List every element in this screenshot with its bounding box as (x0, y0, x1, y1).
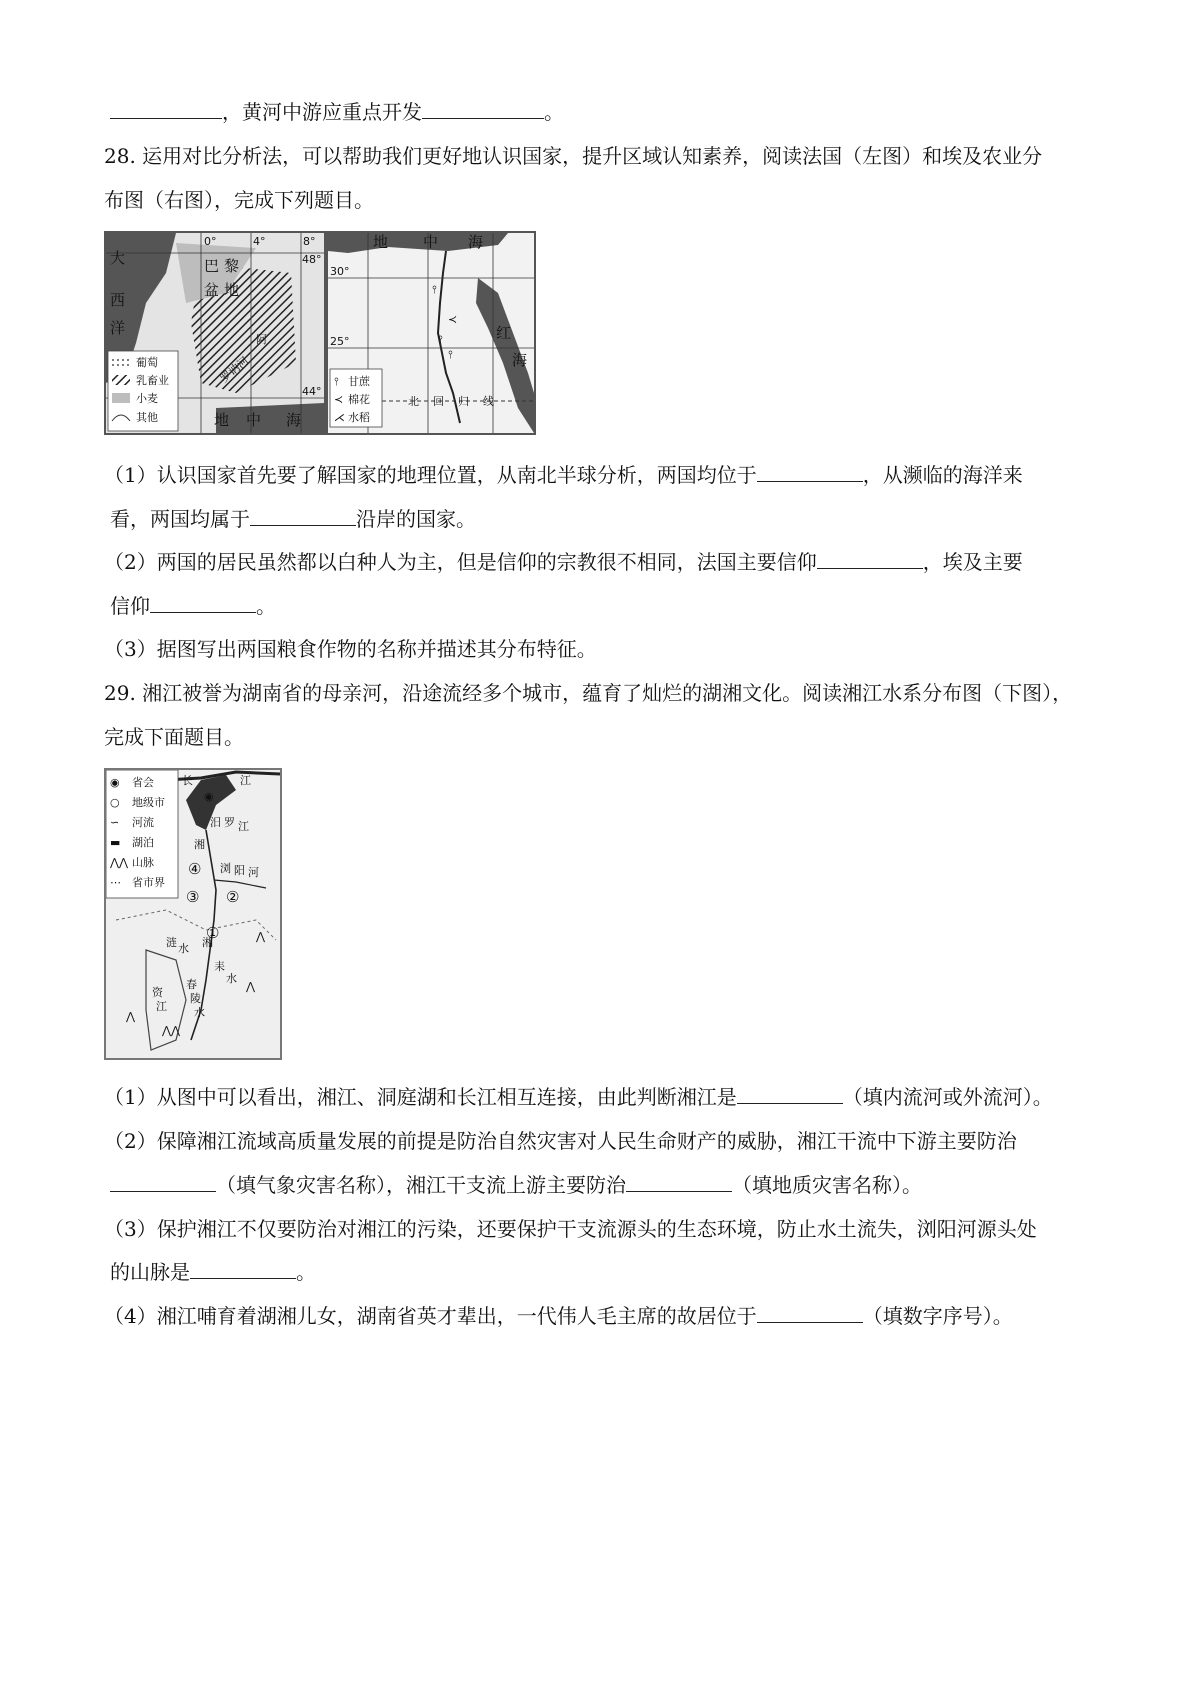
map-label: 江 (238, 820, 249, 833)
map-label: 罗讷河 (217, 354, 252, 386)
map-label: 陵 (190, 992, 201, 1005)
coord-label: 8° (303, 235, 316, 248)
map-label: 地 (373, 233, 389, 251)
egypt-agriculture-map (326, 231, 536, 435)
map-label: 湘 (194, 838, 205, 851)
dairy-legend-icon (112, 375, 130, 385)
q29-part1: （1）从图中可以看出，湘江、洞庭湖和长江相互连接，由此判断湘江是 （填内流河或外流河）。 (104, 1085, 1053, 1109)
map-label: 阿 (256, 333, 267, 346)
map-label: 水 (178, 942, 189, 955)
svg-text:省会: 省会 (132, 776, 154, 789)
wheat-legend-icon (112, 393, 130, 403)
answer-blank[interactable] (190, 1258, 296, 1279)
answer-blank[interactable] (737, 1083, 843, 1104)
map-label: 水 (226, 972, 237, 985)
answer-blank[interactable] (757, 461, 863, 482)
svg-text:省市界: 省市界 (132, 876, 165, 889)
location-number: ④ (188, 860, 202, 878)
map-label: 大 (110, 249, 126, 267)
map-label: 海 (512, 351, 528, 369)
q29-part2-line1: （2）保障湘江流域高质量发展的前提是防治自然灾害对人民生命财产的威胁，湘江干流中下游主要防治 (104, 1129, 1017, 1153)
map-label: 海 (286, 411, 302, 429)
answer-blank[interactable] (817, 548, 923, 569)
map-label: 黎 (224, 257, 240, 275)
q28-part1-line1: （1）认识国家首先要了解国家的地理位置，从南北半球分析，两国均位于 ，从濒临的海洋来 (104, 463, 1023, 487)
map-label: 罗 (224, 816, 235, 829)
map-label: 红 (496, 324, 512, 342)
capital-legend-icon: ◉ (110, 776, 120, 789)
egypt-legend (330, 369, 382, 427)
mountain-legend-icon: ⋀⋀ (110, 856, 129, 869)
coord-label: 44° (302, 385, 322, 398)
map-label: 巴 (204, 257, 220, 275)
map-label: 河 (248, 866, 259, 879)
lake-legend-icon: ▬ (110, 836, 121, 849)
q29-part3-line2: 的山脉是 。 (110, 1260, 316, 1284)
cotton-symbol: ≺ (448, 313, 458, 326)
map-label: 盆 (204, 281, 220, 299)
map-label: 长 (182, 774, 193, 787)
mountain-symbol: ⋀ (256, 930, 266, 943)
q29-intro-line1: 29. 湘江被誉为湖南省的母亲河，沿途流经多个城市，蕴育了灿烂的湖湘文化。阅读湘江水系分布图（下图）， (104, 681, 1073, 705)
map-label: 涟 (166, 936, 177, 949)
svg-text:葡萄: 葡萄 (136, 356, 158, 369)
location-number: ② (226, 888, 240, 906)
map-label: 资 (152, 986, 163, 999)
sugarcane-legend-icon: ⫯ (334, 375, 339, 388)
map-label: 线 (483, 395, 494, 408)
cotton-legend-icon: ≺ (334, 393, 344, 406)
map-label: 海 (468, 233, 484, 251)
map-label: 春 (186, 978, 197, 991)
map-label: 西 (110, 291, 126, 309)
svg-text:水稻: 水稻 (348, 411, 370, 424)
coord-label: 4° (253, 235, 266, 248)
svg-text:山脉: 山脉 (132, 856, 154, 869)
map-label: 湘 (202, 936, 213, 949)
map-label: 浏 (220, 862, 231, 875)
map-label: 中 (246, 411, 262, 429)
q29-part3-line1: （3）保护湘江不仅要防治对湘江的污染，还要保护干支流源头的生态环境，防止水土流失，浏阳河源头处 (104, 1217, 1037, 1241)
map-label: 中 (423, 233, 439, 251)
map-label: 汨 (210, 816, 221, 829)
q28-intro-line1: 28. 运用对比分析法，可以帮助我们更好地认识国家，提升区域认知素养，阅读法国（左图）和埃及农业分 (104, 144, 1043, 168)
q28-intro-line2: 布图（右图），完成下列题目。 (104, 188, 374, 212)
map-label: 江 (156, 1000, 167, 1013)
xiangjiang-river-map (104, 768, 282, 1060)
answer-blank[interactable] (110, 98, 222, 119)
svg-text:湖泊: 湖泊 (132, 836, 154, 849)
location-number: ① (206, 924, 220, 942)
capital-symbol: ◉ (204, 790, 214, 803)
svg-text:小麦: 小麦 (136, 392, 158, 405)
mountain-symbol: ⋀ (126, 1010, 136, 1023)
map-label: 耒 (214, 960, 225, 973)
france-legend (108, 351, 178, 431)
location-number: ③ (186, 888, 200, 906)
mountain-symbol: ⋀ (246, 980, 256, 993)
answer-blank[interactable] (626, 1171, 732, 1192)
hunan-legend (106, 770, 178, 898)
mountain-symbol: ⋀⋀ (162, 1024, 181, 1037)
map-label: 水 (194, 1006, 205, 1019)
map-label: 江 (240, 774, 251, 787)
answer-blank[interactable] (250, 505, 356, 526)
sugarcane-symbol: ⫯ (432, 283, 437, 296)
france-agriculture-map (104, 231, 326, 435)
mediterranean-sea (216, 403, 324, 433)
svg-text:棉花: 棉花 (348, 393, 370, 406)
coord-label: 48° (302, 253, 322, 266)
q28-part1-line2: 看，两国均属于 沿岸的国家。 (110, 507, 476, 531)
answer-blank[interactable] (150, 592, 256, 613)
map-label: 洋 (110, 319, 126, 337)
svg-text:乳畜业: 乳畜业 (136, 374, 169, 387)
q28-part2-line2: 信仰 。 (110, 594, 276, 618)
q28-part2-line1: （2）两国的居民虽然都以白种人为主，但是信仰的宗教很不相同，法国主要信仰 ，埃及主要 (104, 550, 1023, 574)
svg-text:甘蔗: 甘蔗 (348, 375, 370, 388)
river-legend-icon: ∽ (110, 816, 120, 829)
map-label: 北 (408, 395, 419, 408)
answer-blank[interactable] (110, 1171, 216, 1192)
border-legend-icon: ⋯ (110, 876, 121, 889)
map-label: 阳 (234, 864, 245, 877)
coord-label: 30° (330, 265, 350, 278)
q29-part2-line2: （填气象灾害名称），湘江干支流上游主要防治 （填地质灾害名称）。 (110, 1171, 922, 1199)
map-label: 回 (433, 395, 444, 408)
coord-label: 25° (330, 335, 350, 348)
svg-text:其他: 其他 (136, 411, 158, 424)
answer-blank[interactable] (757, 1302, 863, 1323)
rice-symbol: ⫯ (448, 348, 453, 361)
grape-legend-icon (112, 357, 130, 367)
line-huanghe: ，黄河中游应重点开发 。 (110, 98, 564, 126)
map-label: 地 (224, 281, 240, 299)
rice-legend-icon: ⋌ (334, 411, 345, 424)
svg-text:地级市: 地级市 (132, 796, 165, 809)
answer-blank[interactable] (422, 98, 544, 119)
q28-part3: （3）据图写出两国粮食作物的名称并描述其分布特征。 (104, 637, 597, 661)
map-label: 地 (214, 411, 230, 429)
q29-intro-line2: 完成下面题目。 (104, 725, 244, 749)
svg-text:河流: 河流 (132, 816, 154, 829)
map-label: 归 (458, 395, 469, 408)
rice-symbol: ⫯ (438, 333, 443, 346)
city-legend-icon: ○ (110, 796, 120, 809)
q29-part4: （4）湘江哺育着湖湘儿女，湖南省英才辈出，一代伟人毛主席的故居位于 （填数字序号）。 (104, 1304, 1013, 1328)
coord-label: 0° (204, 235, 217, 248)
